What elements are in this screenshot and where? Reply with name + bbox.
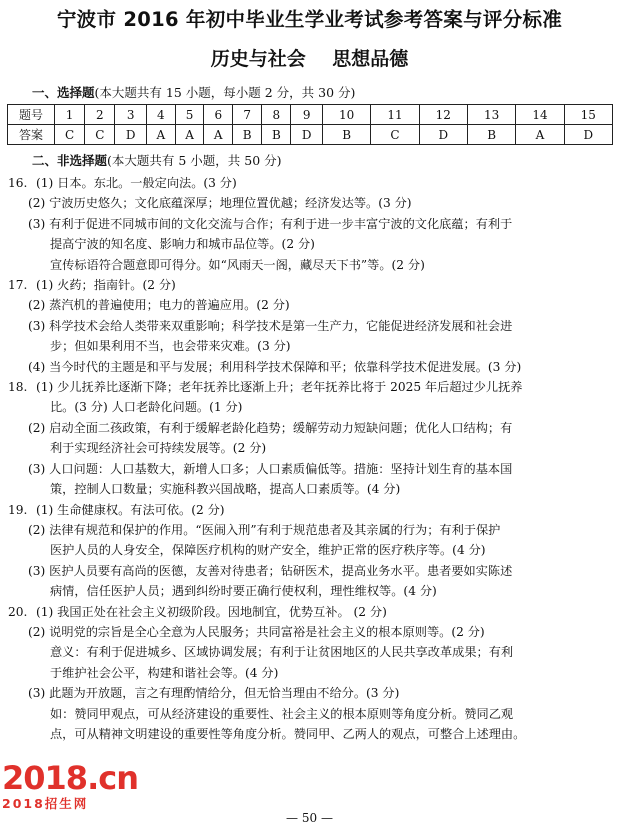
answer-line: (2) 蒸汽机的普遍使用；电力的普遍应用。(2 分) [28, 298, 290, 313]
answer-cell: C [371, 125, 419, 145]
watermark-site-name: 2018招生网 [2, 796, 89, 811]
question-number: 8 [262, 105, 291, 125]
question-18 [8, 377, 614, 499]
question-number: 5 [175, 105, 204, 125]
page-subtitle: 历史与社会 思想品德 [210, 48, 409, 70]
question-number-label: 19. [8, 502, 28, 517]
question-number: 13 [467, 105, 515, 125]
answer-line: 宣传标语符合题意即可得分。如“风雨天一阁，藏尽天下书”等。(2 分) [50, 257, 425, 272]
answer-cell: B [467, 125, 515, 145]
section-choice-label: 一、选择题 [32, 85, 95, 100]
question-number: 7 [233, 105, 262, 125]
question-number: 6 [204, 105, 233, 125]
answer-line: (3) 此题为开放题，言之有理酌情给分，但无恰当理由不给分。(3 分) [28, 686, 400, 701]
answer-line: (3) 医护人员要有高尚的医德，友善对待患者；钻研医术，提高业务水平。患者要如实陈述 [28, 563, 513, 578]
question-number: 14 [516, 105, 564, 125]
answer-cell: B [322, 125, 370, 145]
question-20 [8, 602, 614, 745]
question-number-label: 17. [8, 278, 28, 293]
answer-line: (4) 当今时代的主题是和平与发展；利用科学技术保障和平；依靠科学技术促进发展。(3 分) [28, 359, 522, 374]
watermark-domain: 2018.cn [2, 759, 138, 797]
answer-line: (1) 火药；指南针。(2 分) [36, 278, 176, 293]
answer-cell: D [564, 125, 612, 145]
answer-line: (2) 说明党的宗旨是全心全意为人民服务；共同富裕是社会主义的根本原则等。(2 分) [28, 624, 485, 639]
question-number: 11 [371, 105, 419, 125]
question-number: 3 [115, 105, 147, 125]
question-number: 4 [147, 105, 176, 125]
answer-line: (1) 生命健康权。有法可依。(2 分) [36, 502, 225, 517]
section-open-note: (本大题共有 5 小题，共 50 分) [107, 153, 282, 168]
answer-line: (1) 我国正处在社会主义初级阶段。因地制宜，优势互补。 (2 分) [36, 604, 387, 619]
answer-line: (3) 有利于促进不同城市间的文化交流与合作；有利于进一步丰富宁波的文化底蕴；有利于 [28, 216, 513, 231]
answer-table-number-row [8, 105, 613, 125]
answer-line: 提高宁波的知名度、影响力和城市品位等。(2 分) [50, 237, 315, 252]
answer-cell: A [147, 125, 176, 145]
question-19 [8, 500, 614, 602]
answer-line: 比。(3 分) 人口老龄化问题。(1 分) [50, 400, 243, 415]
question-number-label: 20. [8, 604, 28, 619]
section-choice-heading [32, 83, 355, 101]
question-17 [8, 275, 614, 377]
answer-line: (3) 人口问题：人口基数大，新增人口多；人口素质偏低等。措施：坚持计划生育的基本国 [28, 461, 513, 476]
question-number: 10 [322, 105, 370, 125]
question-number-label: 18. [8, 380, 28, 395]
answer-cell: D [419, 125, 467, 145]
site-watermark-logo [2, 759, 138, 812]
question-number: 1 [55, 105, 85, 125]
question-number-label: 16. [8, 176, 28, 190]
answer-line: 步；但如果利用不当，也会带来灾难。(3 分) [50, 339, 291, 354]
question-16 [8, 173, 614, 275]
open-questions [8, 173, 614, 744]
answer-table [7, 104, 613, 145]
question-number: 2 [85, 105, 115, 125]
answer-line: (1) 少儿抚养比逐渐下降；老年抚养比逐渐上升；老年抚养比将于 2025 年后超过少儿抚养 [36, 380, 523, 395]
section-open-label: 二、非选择题 [32, 153, 108, 168]
answer-line: 利于实现经济社会可持续发展等。(2 分) [50, 441, 267, 456]
answer-line: 病情，信任医护人员；遇到纠纷时要正确行使权利，理性维权等。(4 分) [50, 584, 437, 599]
section-choice-note: (本大题共有 15 小题，每小题 2 分，共 30 分) [94, 85, 356, 100]
answer-line: (1) 日本。东北。一般定向法。(3 分) [36, 176, 237, 190]
page-number: — 50 — [286, 811, 333, 825]
answer-line: 如：赞同甲观点，可从经济建设的重要性、社会主义的根本原则等角度分析。赞同乙观 [50, 706, 514, 721]
answer-line: 医护人员的人身安全，保障医疗机构的财产安全，维护正常的医疗秩序等。(4 分) [50, 543, 486, 558]
answer-cell: B [233, 125, 262, 145]
answer-line: (2) 法律有规范和保护的作用。“医闹入刑”有利于规范患者及其亲属的行为；有利于保护 [28, 522, 501, 537]
answer-cell: D [291, 125, 323, 145]
answer-row-header: 答案 [8, 125, 55, 145]
answer-cell: A [175, 125, 204, 145]
answer-cell: D [115, 125, 147, 145]
answer-cell: A [516, 125, 564, 145]
answer-cell: C [55, 125, 85, 145]
answer-cell: C [85, 125, 115, 145]
answer-line: 意义：有利于促进城乡、区域协调发展；有利于让贫困地区的人民共享改革成果；有利 [50, 645, 514, 660]
answer-line: 点，可从精神文明建设的重要性等角度分析。赞同甲、乙两人的观点，可整合上述理由。 [50, 726, 526, 741]
answer-line: (2) 启动全面二孩政策，有利于缓解老龄化趋势；缓解劳动力短缺问题；优化人口结构；有 [28, 420, 513, 435]
answer-table-answer-row [8, 125, 613, 145]
answer-cell: B [262, 125, 291, 145]
answer-line: 于维护社会公平，构建和谐社会等。(4 分) [50, 665, 279, 680]
question-number: 12 [419, 105, 467, 125]
question-number: 9 [291, 105, 323, 125]
page-title: 宁波市 2016 年初中毕业生学业考试参考答案与评分标准 [56, 8, 563, 31]
section-open-heading [32, 151, 282, 169]
answer-cell: A [204, 125, 233, 145]
answer-line: (3) 科学技术会给人类带来双重影响；科学技术是第一生产力，它能促进经济发展和社会进 [28, 318, 513, 333]
answer-line: (2) 宁波历史悠久；文化底蕴深厚；地理位置优越；经济发达等。(3 分) [28, 196, 412, 211]
question-number: 15 [564, 105, 612, 125]
answer-line: 策，控制人口数量；实施科教兴国战略，提高人口素质等。(4 分) [50, 482, 401, 497]
number-row-header: 题号 [8, 105, 55, 125]
